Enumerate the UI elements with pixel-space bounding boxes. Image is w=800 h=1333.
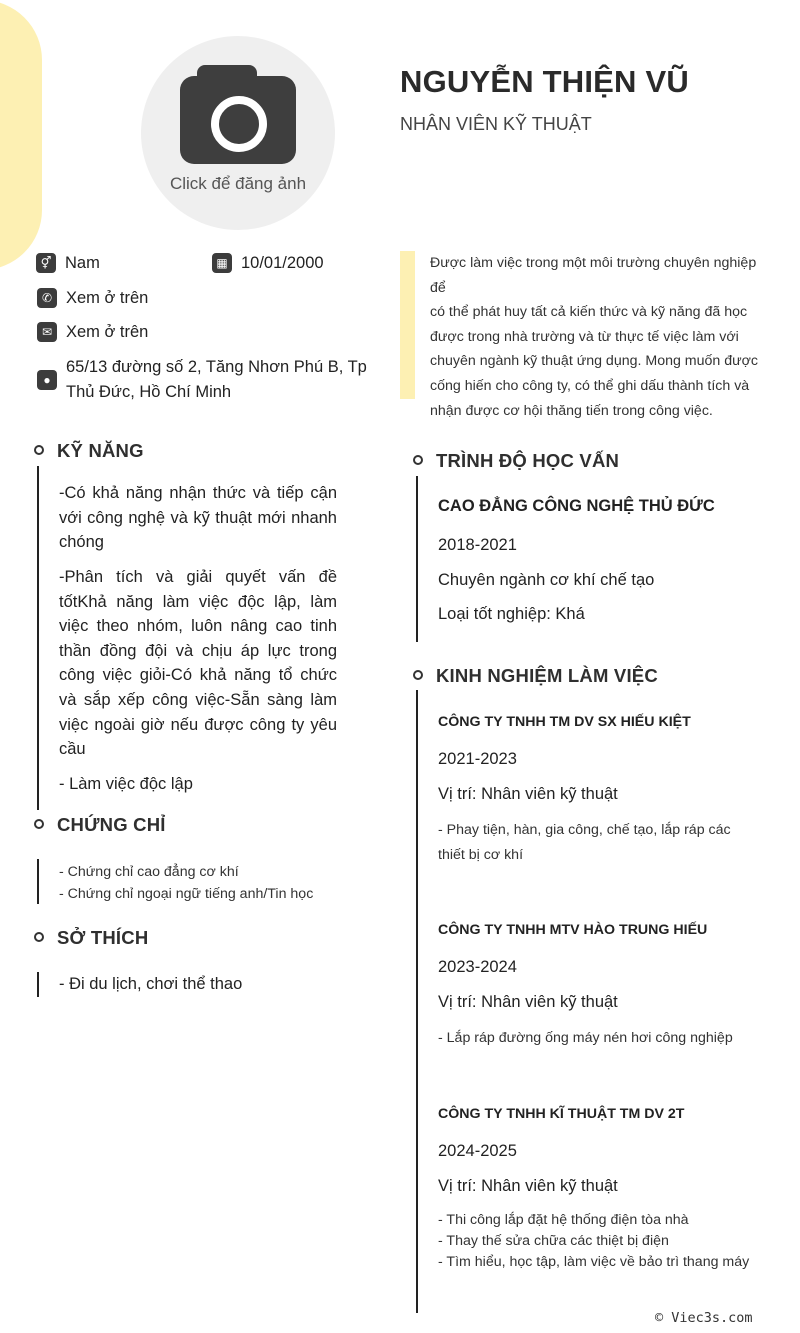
school-name: CAO ĐẲNG CÔNG NGHỆ THỦ ĐỨC (438, 497, 715, 515)
photo-upload[interactable] (141, 36, 335, 230)
job-title: NHÂN VIÊN KỸ THUẬT (400, 114, 592, 134)
location-icon: ● (37, 370, 57, 390)
skill-item: -Có khả năng nhận thức và tiếp cận với công nghệ và kỹ thuật mới nhanh chóng (59, 484, 337, 552)
calendar-icon: ▦ (212, 253, 232, 273)
skills-heading: KỸ NĂNG (57, 440, 144, 461)
skill-item: -Phân tích và giải quyết vấn đề tốtKhả năng làm việc độc lập, làm việc theo nhóm, luôn nâng cao tinh thần đồng đội và chịu áp lực trong công việc giỏi-Có khả năng tổ chức và sắp xếp công việc-Sẵn sàng làm việc ngoài giờ nếu được công ty yêu cầu (59, 568, 337, 759)
gender-value: Nam (65, 254, 100, 272)
address-line-1: 65/13 đường số 2, Tăng Nhơn Phú B, Tp (66, 358, 367, 376)
education-grade: Loại tốt nghiệp: Khá (438, 605, 585, 623)
job-description (438, 1027, 733, 1049)
company-name: CÔNG TY TNHH KĨ THUẬT TM DV 2T (438, 1106, 685, 1122)
section-marker (413, 670, 423, 680)
education-heading: TRÌNH ĐỘ HỌC VẤN (436, 450, 620, 471)
objective-line: nhận được cơ hội thăng tiến trong công việc. (430, 402, 713, 419)
objective-accent-bar (400, 251, 415, 399)
section-marker (34, 445, 44, 455)
job-position: Vị trí: Nhân viên kỹ thuật (438, 993, 618, 1011)
job-position: Vị trí: Nhân viên kỹ thuật (438, 785, 618, 803)
objective-line: Được làm việc trong một môi trường chuyên nghiệp để (430, 255, 757, 296)
job-period: 2023-2024 (438, 958, 517, 976)
objective-line: được trong nhà trường và từ thực tế việc làm với (430, 328, 739, 345)
birthday-value: 10/01/2000 (241, 254, 324, 272)
experience-timeline-line (416, 690, 418, 1313)
certificates-heading: CHỨNG CHỈ (57, 814, 166, 835)
email-value: Xem ở trên (66, 323, 149, 341)
education-timeline-line (416, 476, 418, 642)
job-description (438, 1210, 749, 1273)
job-description (438, 818, 731, 868)
email-icon: ✉ (37, 322, 57, 342)
photo-caption: Click để đăng ảnh (169, 174, 307, 193)
copyright-footer: © Viec3s.com (655, 1310, 753, 1326)
certificate-item: - Chứng chỉ ngoại ngữ tiếng anh/Tin học (59, 886, 314, 902)
hobbies-heading: SỞ THÍCH (57, 927, 149, 948)
left-accent-decoration (0, 0, 42, 270)
phone-value: Xem ở trên (66, 289, 149, 307)
camera-lens (211, 96, 267, 152)
education-period: 2018-2021 (438, 536, 517, 554)
objective-line: cống hiến cho công ty, có thể ghi dấu thành tích và (430, 377, 750, 394)
career-objective (430, 251, 775, 423)
section-marker (413, 455, 423, 465)
address-line-2: Thủ Đức, Hồ Chí Minh (66, 383, 232, 401)
certificate-item: - Chứng chỉ cao đẳng cơ khí (59, 864, 239, 880)
skills-timeline-line (37, 466, 39, 810)
gender-icon: ⚥ (36, 253, 56, 273)
section-marker (34, 932, 44, 942)
job-position: Vị trí: Nhân viên kỹ thuật (438, 1177, 618, 1195)
certificates-timeline-line (37, 859, 39, 904)
skill-item: - Làm việc độc lập (59, 775, 193, 793)
objective-line: có thể phát huy tất cả kiến thức và kỹ năng đã học (430, 304, 748, 321)
candidate-name: NGUYỄN THIỆN VŨ (400, 64, 689, 99)
job-description-line: - Phay tiện, hàn, gia công, chế tạo, lắp ráp các (438, 822, 731, 838)
job-description-line: thiết bị cơ khí (438, 847, 524, 863)
objective-line: chuyên ngành kỹ thuật ứng dụng. Mong muốn được (430, 353, 759, 370)
job-period: 2024-2025 (438, 1142, 517, 1160)
job-description-line: - Tìm hiểu, học tập, làm việc về bảo trì thang máy (438, 1254, 750, 1270)
job-description-line: - Thay thế sửa chữa các thiệt bị điện (438, 1233, 669, 1249)
education-major: Chuyên ngành cơ khí chế tạo (438, 571, 655, 589)
experience-heading: KINH NGHIỆM LÀM VIỆC (436, 665, 658, 686)
job-description-line: - Thi công lắp đặt hệ thống điện tòa nhà (438, 1212, 689, 1228)
phone-icon: ✆ (37, 288, 57, 308)
company-name: CÔNG TY TNHH TM DV SX HIẾU KIỆT (438, 714, 691, 730)
job-description-line: - Lắp ráp đường ống máy nén hơi công nghiệp (438, 1030, 733, 1046)
job-period: 2021-2023 (438, 750, 517, 768)
section-marker (34, 819, 44, 829)
hobby-item: - Đi du lịch, chơi thể thao (59, 975, 243, 993)
hobbies-timeline-line (37, 972, 39, 997)
company-name: CÔNG TY TNHH MTV HÀO TRUNG HIẾU (438, 922, 708, 938)
